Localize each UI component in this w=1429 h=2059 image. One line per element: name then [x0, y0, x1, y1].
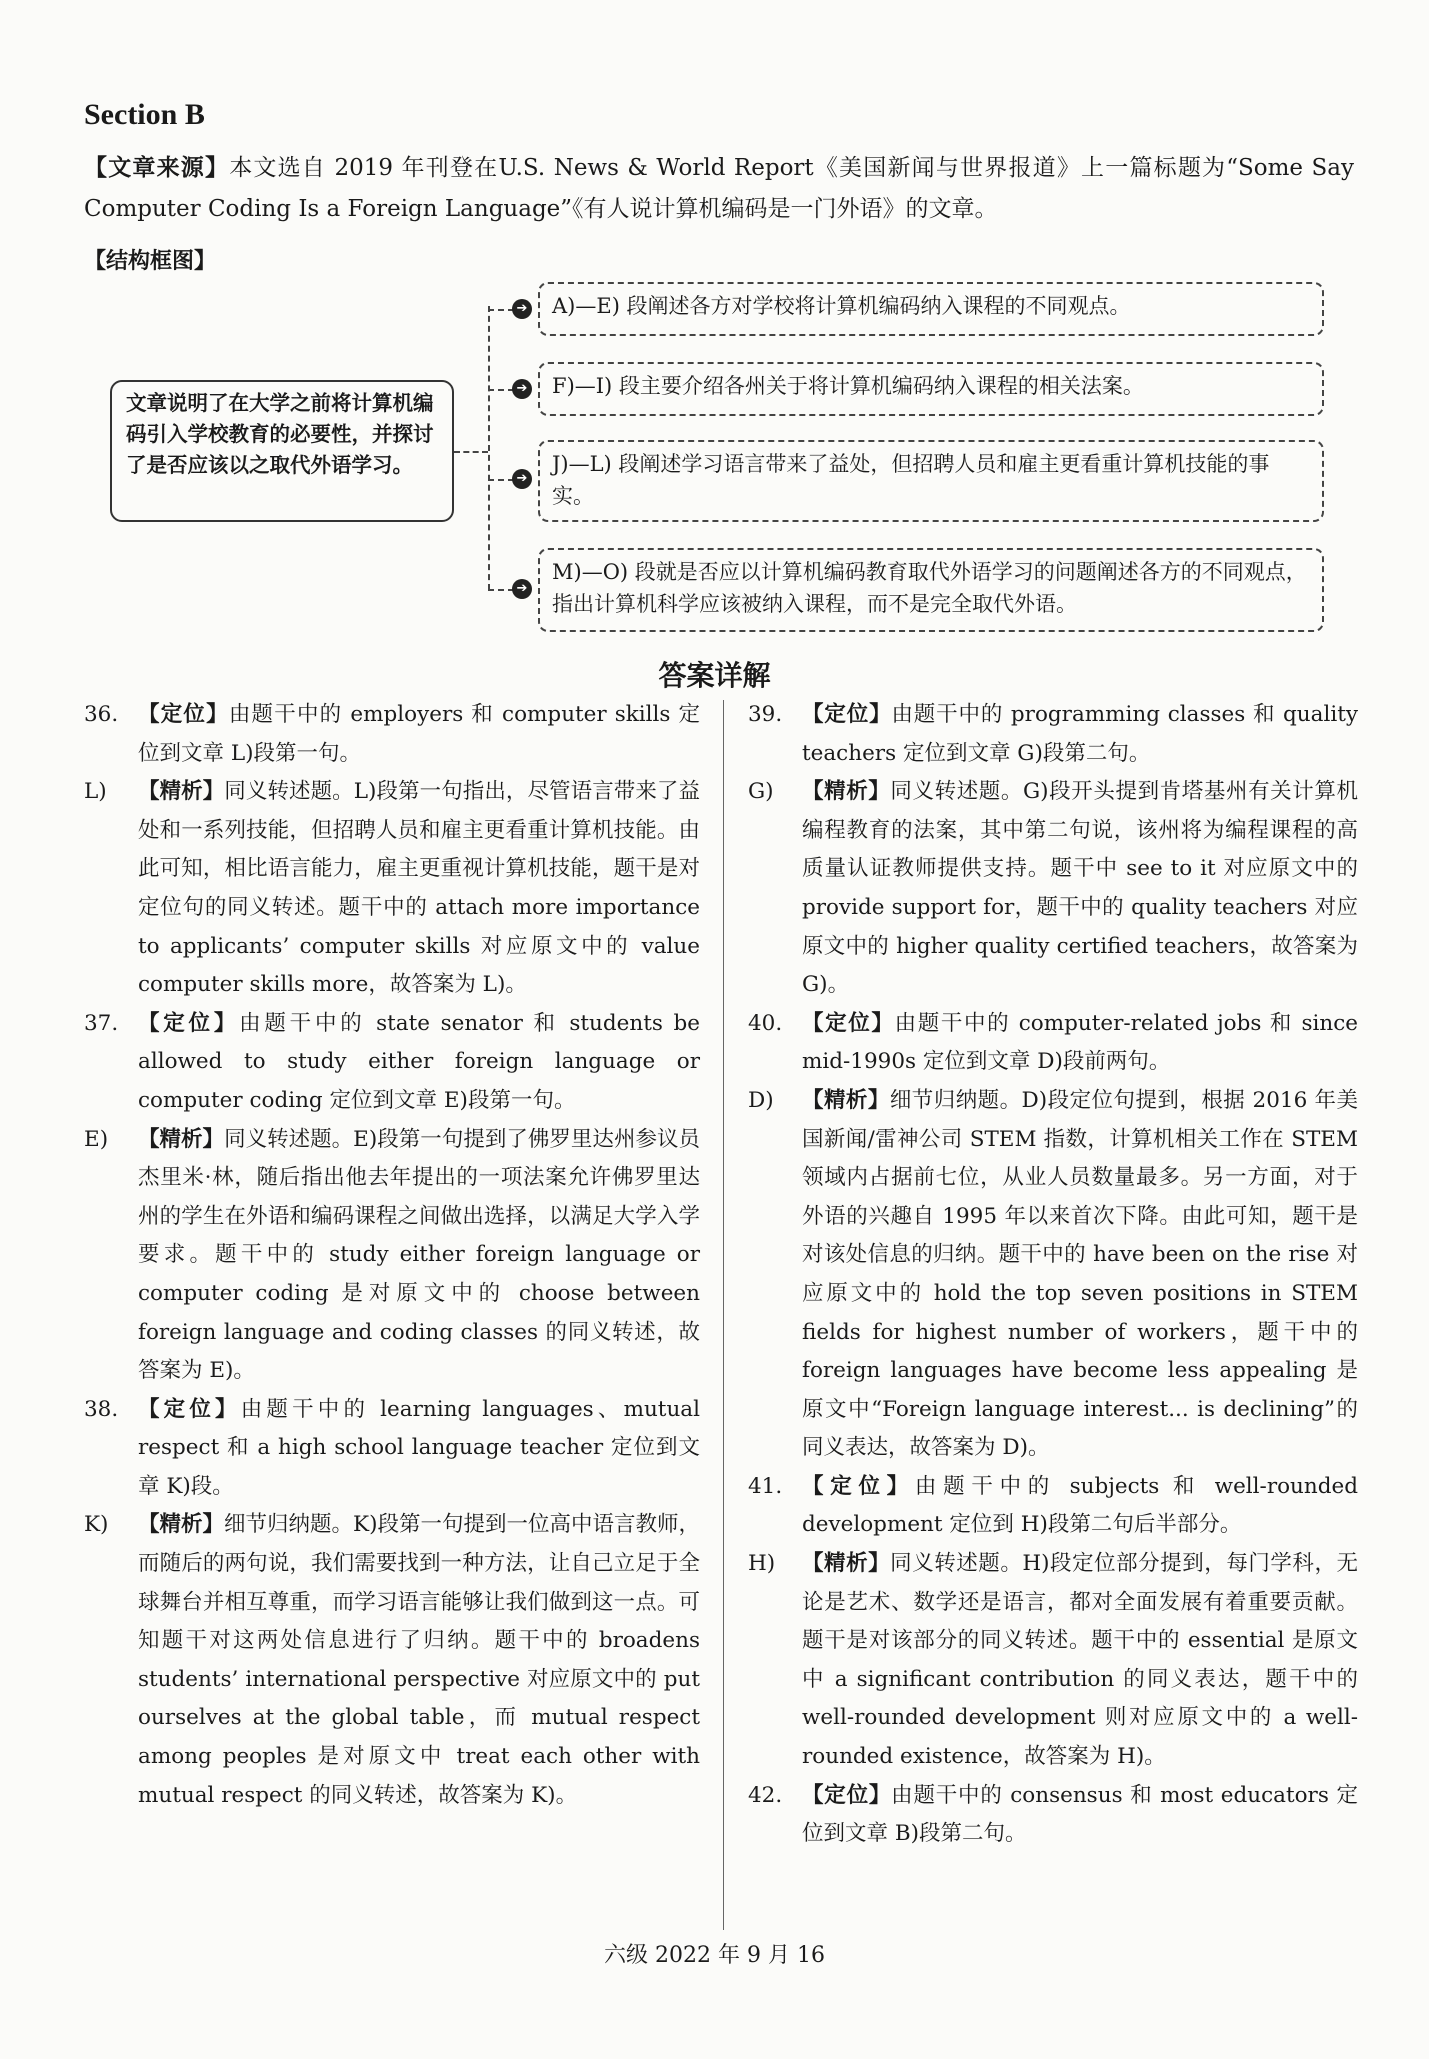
- answer-item: [748, 1082, 1358, 1468]
- page-footer: 六级 2022 年 9 月 16: [604, 1943, 825, 1968]
- source-tag: 【文章来源】: [84, 155, 230, 181]
- item-label: 【精析】: [802, 779, 891, 805]
- item-number: 39.: [748, 702, 783, 727]
- answer-item: [748, 1545, 1358, 1777]
- answers-title: 答案详解: [658, 659, 771, 692]
- branch-line: [488, 389, 514, 391]
- item-label: 【定位】: [802, 1010, 895, 1036]
- item-number: 37.: [84, 1010, 119, 1036]
- arrow-circle-icon: ➔: [512, 299, 532, 319]
- item-text: 细节归纳题。D)段定位句提到，根据 2016 年美国新闻/雷神公司 STEM 指数，计算机相关工作在 STEM 领域内占据前七位，从业人员数量最多。另一方面，对于外语的兴趣自 1995 年以来首次下降。由此可知，题干是对该处信息的归纳。题干中的 have been on the rise 对应原文中的 hold the top seven positions in STEM fields for highest number of workers，题干中的 foreign languages have become less appealing 是原文中“Foreign language interest... is declining”的同义表达，故答案为 D)。: [802, 1087, 1358, 1461]
- item-label: 【定位】: [138, 1396, 241, 1422]
- item-text: 由题干中的 consensus 和 most educators 定位到文章 B)段第二句。: [802, 1782, 1358, 1847]
- arrow-circle-icon: ➔: [512, 579, 532, 599]
- connector-line: [454, 451, 488, 453]
- framework-label: 【结构框图】: [84, 249, 217, 274]
- item-number: 36.: [84, 702, 119, 727]
- item-text: 同义转述题。E)段第一句提到了佛罗里达州参议员杰里米·林，随后指出他去年提出的一项法案允许佛罗里达州的学生在外语和编码课程之间做出选择，以满足大学入学要求。题干中的 study either foreign language or computer coding 是对原文中的 choose between foreign language and coding classes 的同义转述，故答案为 E)。: [138, 1126, 700, 1384]
- item-number: 42.: [748, 1782, 783, 1808]
- item-text: 由题干中的 state senator 和 students be allowed to study either foreign language or computer coding 定位到文章 E)段第一句。: [138, 1010, 700, 1113]
- item-label: 【定位】: [802, 702, 892, 727]
- arrow-circle-icon: ➔: [512, 379, 532, 399]
- framework-branch-4: M)—O) 段就是否应以计算机编码教育取代外语学习的问题阐述各方的不同观点，指出计算机科学应该被纳入课程，而不是完全取代外语。: [538, 548, 1324, 632]
- framework-branch-1: A)—E) 段阐述各方对学校将计算机编码纳入课程的不同观点。: [538, 282, 1324, 336]
- item-label: 【精析】: [138, 779, 225, 805]
- item-text: 细节归纳题。K)段第一句提到一位高中语言教师，而随后的两句说，我们需要找到一种方法，让自己立足于全球舞台并相互尊重，而学习语言能够让我们做到这一点。可知题干对这两处信息进行了归纳。题干中的 broadens students’ international perspective 对应原文中的 put ourselves at the global table，而 mutual respect among peoples 是对原文中 treat each other with mutual respect 的同义转述，故答案为 K)。: [138, 1512, 700, 1808]
- item-label: 【定位】: [802, 1782, 892, 1808]
- branch-line: [488, 589, 514, 591]
- answer-item: [84, 1005, 700, 1121]
- item-number: K): [84, 1512, 109, 1538]
- item-label: 【精析】: [138, 1126, 225, 1152]
- item-text: 由题干中的 subjects 和 well-rounded development 定位到 H)段第二句后半部分。: [802, 1473, 1358, 1538]
- item-number: D): [748, 1087, 774, 1113]
- item-number: 38.: [84, 1396, 119, 1422]
- answer-item: [748, 696, 1358, 773]
- item-number: G): [748, 779, 774, 805]
- item-text: 同义转述题。G)段开头提到肯塔基州有关计算机编程教育的法案，其中第二句说，该州将为编程课程的高质量认证教师提供支持。题干中 see to it 对应原文中的 provide support for，题干中的 quality teachers 对应原文中的 higher quality certified teachers，故答案为 G)。: [802, 779, 1358, 998]
- item-number: E): [84, 1126, 109, 1152]
- right-column: [748, 696, 1358, 1854]
- item-label: 【精析】: [802, 1087, 890, 1113]
- answer-item: [84, 773, 700, 1005]
- item-text: 由题干中的 employers 和 computer skills 定位到文章 L)段第一句。: [138, 702, 700, 766]
- answer-item: [748, 1777, 1358, 1854]
- item-number: 41.: [748, 1473, 783, 1499]
- item-text: 由题干中的 learning languages、mutual respect 和 a high school language teacher 定位到文章 K)段。: [138, 1396, 700, 1499]
- framework-summary-box: 文章说明了在大学之前将计算机编码引入学校教育的必要性，并探讨了是否应该以之取代外语学习。: [110, 380, 454, 522]
- item-label: 【精析】: [802, 1551, 891, 1577]
- branch-line: [488, 479, 514, 481]
- framework-branch-2: F)—I) 段主要介绍各州关于将计算机编码纳入课程的相关法案。: [538, 362, 1324, 416]
- framework-branch-3: J)—L) 段阐述学习语言带来了益处，但招聘人员和雇主更看重计算机技能的事实。: [538, 440, 1324, 522]
- item-text: 由题干中的 computer-related jobs 和 since mid-1990s 定位到文章 D)段前两句。: [802, 1010, 1358, 1075]
- arrow-circle-icon: ➔: [512, 469, 532, 489]
- answer-item: [84, 696, 700, 773]
- answer-item: [748, 1468, 1358, 1545]
- left-column: [84, 696, 700, 1815]
- source-text: 本文选自 2019 年刊登在U.S. News & World Report《美国新闻与世界报道》上一篇标题为“Some Say Computer Coding Is a Foreign Language”《有人说计算机编码是一门外语》的文章。: [84, 155, 1354, 222]
- item-number: H): [748, 1551, 776, 1577]
- item-label: 【定位】: [138, 702, 229, 727]
- item-number: L): [84, 779, 107, 805]
- item-text: 同义转述题。H)段定位部分提到，每门学科，无论是艺术、数学还是语言，都对全面发展有着重要贡献。题干是对该部分的同义转述。题干中的 essential 是原文中 a significant contribution 的同义表达，题干中的 well-rounded development 则对应原文中的 a well-rounded existence，故答案为 H)。: [802, 1551, 1358, 1770]
- answer-item: [84, 1391, 700, 1507]
- answer-item: [748, 1005, 1358, 1082]
- column-divider: [723, 700, 724, 1930]
- answer-item: [84, 1121, 700, 1391]
- branch-line: [488, 309, 514, 311]
- item-number: 40.: [748, 1010, 783, 1036]
- item-label: 【定位】: [138, 1010, 240, 1036]
- answer-item: [748, 773, 1358, 1005]
- item-label: 【定位】: [802, 1473, 915, 1499]
- answer-item: [84, 1506, 700, 1815]
- item-text: 同义转述题。L)段第一句指出，尽管语言带来了益处和一系列技能，但招聘人员和雇主更看重计算机技能。由此可知，相比语言能力，雇主更重视计算机技能，题干是对定位句的同义转述。题干中的 attach more importance to applicants’ computer skills 对应原文中的 value computer skills more，故答案为 L)。: [138, 779, 700, 998]
- item-label: 【精析】: [138, 1512, 225, 1538]
- connector-trunk: [488, 306, 490, 590]
- item-text: 由题干中的 programming classes 和 quality teachers 定位到文章 G)段第二句。: [802, 702, 1358, 766]
- article-source: [84, 148, 1354, 230]
- section-title: Section B: [84, 98, 205, 131]
